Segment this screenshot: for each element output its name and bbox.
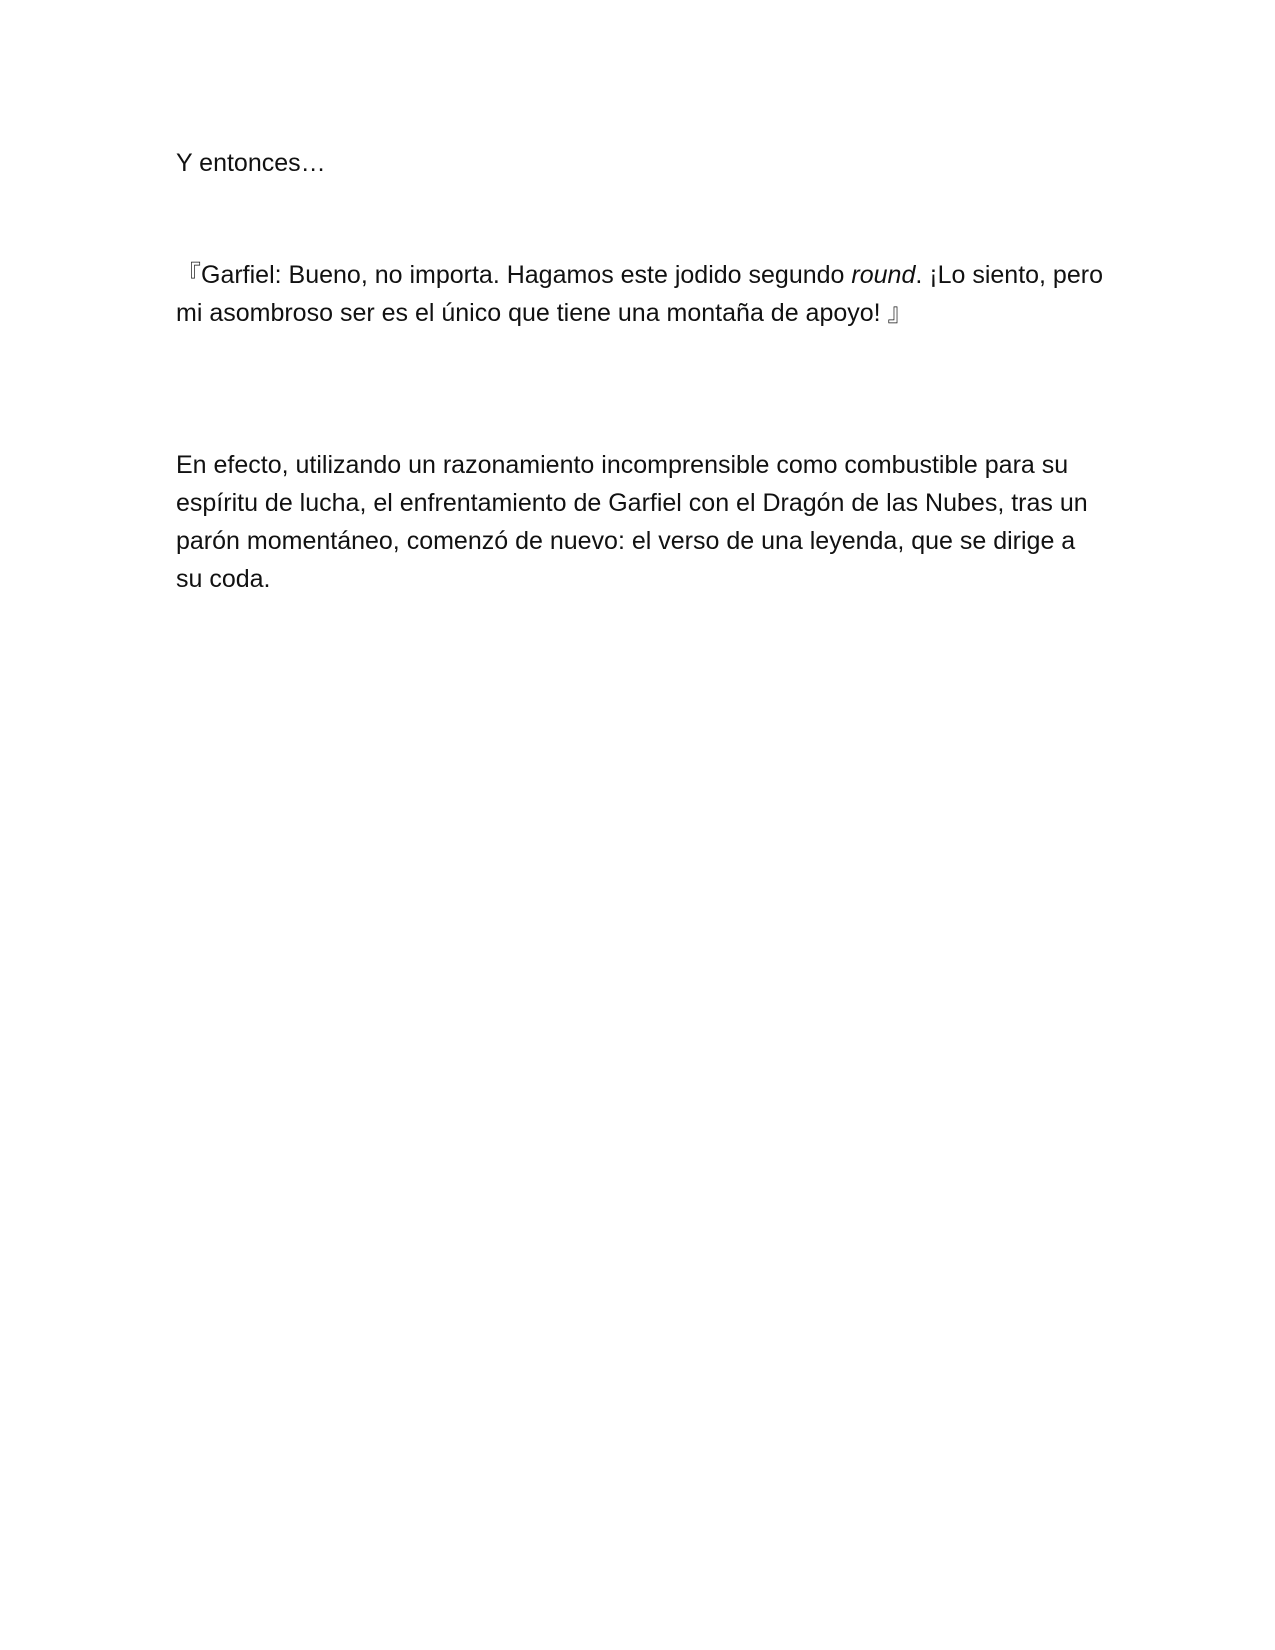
dialogue-italic-word: round xyxy=(851,261,916,289)
dialogue-text-start: 『Garfiel: Bueno, no importa. Hagamos este jodido segundo xyxy=(176,261,852,289)
paragraph-intro: Y entonces… xyxy=(176,149,326,177)
dialogue-text-end: . ¡Lo siento, pero mi asombroso ser es el único que tiene una montaña de apoyo! 』 xyxy=(176,261,1103,327)
paragraph-dialogue xyxy=(176,256,1106,332)
paragraph-narration: En efecto, utilizando un razonamiento incomprensible como combustible para su espíritu de lucha, el enfrentamiento de Garfiel con el Dragón de las Nubes, tras un parón momentáneo, comenzó de nuevo: el verso de una leyenda, que se dirige a su coda. xyxy=(176,451,1088,593)
